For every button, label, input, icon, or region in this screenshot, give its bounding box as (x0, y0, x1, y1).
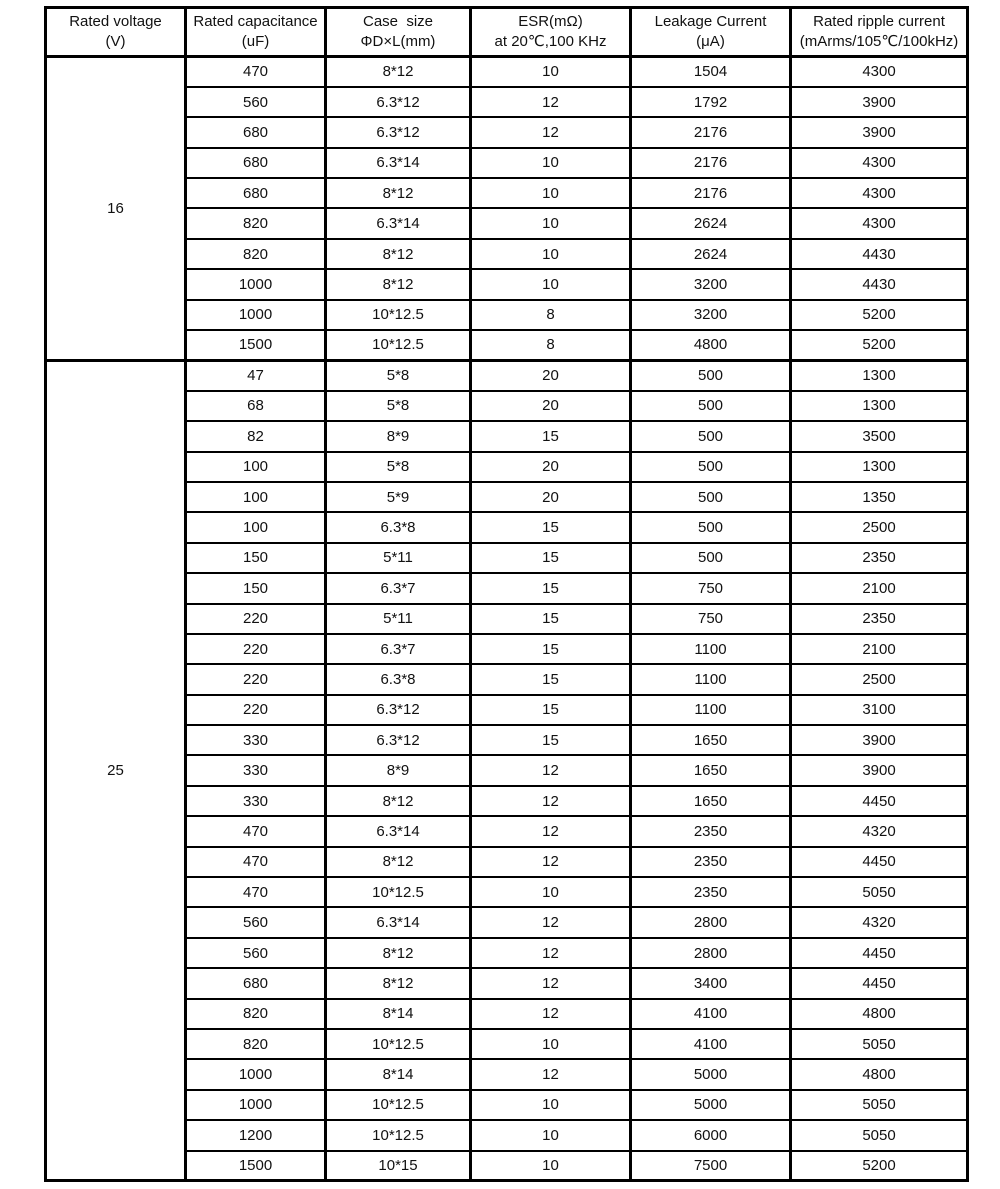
table-cell: 4300 (791, 57, 968, 87)
table-cell: 6.3*14 (326, 816, 471, 846)
table-cell: 20 (471, 391, 631, 421)
table-cell: 2100 (791, 634, 968, 664)
table-body (46, 57, 968, 1181)
table-cell: 8*9 (326, 421, 471, 451)
table-cell: 470 (186, 816, 326, 846)
table-cell: 6.3*7 (326, 573, 471, 603)
table-cell: 8*12 (326, 239, 471, 269)
table-cell: 15 (471, 695, 631, 725)
table-cell: 10 (471, 1029, 631, 1059)
table-cell: 8*12 (326, 178, 471, 208)
table-cell: 750 (631, 573, 791, 603)
table-cell: 8*12 (326, 269, 471, 299)
table-cell: 2100 (791, 573, 968, 603)
table-cell: 820 (186, 1029, 326, 1059)
header-line: Rated capacitance (193, 12, 318, 30)
table-cell: 12 (471, 786, 631, 816)
table-cell: 1200 (186, 1120, 326, 1150)
table-cell: 10*15 (326, 1151, 471, 1181)
header-rated-voltage (46, 8, 186, 57)
table-cell: 100 (186, 512, 326, 542)
table-cell: 12 (471, 938, 631, 968)
table-cell: 1650 (631, 755, 791, 785)
table-cell: 10*12.5 (326, 330, 471, 360)
table-cell: 4800 (791, 1059, 968, 1089)
table-cell: 750 (631, 604, 791, 634)
header-leakage-current (631, 8, 791, 57)
table-cell: 5200 (791, 300, 968, 330)
table-cell: 2624 (631, 208, 791, 238)
table-cell: 330 (186, 755, 326, 785)
table-cell: 220 (186, 604, 326, 634)
header-line: Leakage Current (654, 12, 767, 30)
table-cell: 15 (471, 543, 631, 573)
table-cell: 1000 (186, 1090, 326, 1120)
table-cell: 10 (471, 1090, 631, 1120)
table-cell: 6.3*14 (326, 148, 471, 178)
table-cell: 47 (186, 360, 326, 390)
table-cell: 68 (186, 391, 326, 421)
table-cell: 10*12.5 (326, 877, 471, 907)
header-line: (V) (105, 33, 126, 50)
table-cell: 820 (186, 208, 326, 238)
table-cell: 6.3*12 (326, 117, 471, 147)
table-cell: 3400 (631, 968, 791, 998)
table-cell: 2624 (631, 239, 791, 269)
table-cell: 10 (471, 1120, 631, 1150)
table-cell: 330 (186, 725, 326, 755)
table-cell: 4300 (791, 178, 968, 208)
table-cell: 2350 (791, 543, 968, 573)
table-cell: 5*11 (326, 543, 471, 573)
table-cell: 4100 (631, 999, 791, 1029)
table-cell: 6.3*12 (326, 87, 471, 117)
table-cell: 100 (186, 452, 326, 482)
table-cell: 150 (186, 543, 326, 573)
table-cell: 2176 (631, 178, 791, 208)
table-cell: 1500 (186, 330, 326, 360)
table-cell: 6.3*14 (326, 907, 471, 937)
table-cell: 1000 (186, 269, 326, 299)
table-cell: 2800 (631, 938, 791, 968)
table-cell: 1350 (791, 482, 968, 512)
table-cell: 2350 (791, 604, 968, 634)
table-cell: 5200 (791, 1151, 968, 1181)
table-cell: 4320 (791, 816, 968, 846)
table-cell: 1504 (631, 57, 791, 87)
table-cell: 15 (471, 421, 631, 451)
table-cell: 1100 (631, 695, 791, 725)
table-cell: 15 (471, 604, 631, 634)
table-cell: 820 (186, 239, 326, 269)
table-cell: 12 (471, 907, 631, 937)
table-cell: 12 (471, 968, 631, 998)
table-cell: 560 (186, 938, 326, 968)
table-cell: 330 (186, 786, 326, 816)
table-cell: 4450 (791, 847, 968, 877)
table-cell: 20 (471, 360, 631, 390)
table-cell: 8 (471, 300, 631, 330)
table-cell: 10 (471, 178, 631, 208)
table-cell: 5000 (631, 1090, 791, 1120)
table-cell: 1650 (631, 786, 791, 816)
table-cell: 10*12.5 (326, 300, 471, 330)
table-cell: 680 (186, 117, 326, 147)
header-line: Rated voltage (69, 12, 162, 30)
table-cell: 100 (186, 482, 326, 512)
table-cell: 500 (631, 543, 791, 573)
header-row (46, 8, 968, 57)
table-cell: 3900 (791, 755, 968, 785)
table-cell: 1792 (631, 87, 791, 117)
table-cell: 5050 (791, 877, 968, 907)
table-cell: 3900 (791, 725, 968, 755)
table-cell: 4450 (791, 968, 968, 998)
table-cell: 1300 (791, 452, 968, 482)
table-cell: 10*12.5 (326, 1120, 471, 1150)
table-cell: 10 (471, 208, 631, 238)
table-cell: 5050 (791, 1029, 968, 1059)
header-line: Rated ripple current (813, 12, 945, 30)
table-cell: 10 (471, 269, 631, 299)
table-cell: 12 (471, 999, 631, 1029)
table-cell: 500 (631, 360, 791, 390)
header-line: at 20℃,100 KHz (494, 33, 607, 50)
table-cell: 560 (186, 907, 326, 937)
header-line: Case size (362, 12, 434, 30)
table-cell: 6.3*12 (326, 725, 471, 755)
table-cell: 8*12 (326, 938, 471, 968)
table-cell: 4320 (791, 907, 968, 937)
table-cell: 2176 (631, 117, 791, 147)
table-cell: 12 (471, 117, 631, 147)
table-cell: 5200 (791, 330, 968, 360)
table-cell: 1500 (186, 1151, 326, 1181)
table-cell: 7500 (631, 1151, 791, 1181)
table-cell: 15 (471, 512, 631, 542)
table-cell: 8*12 (326, 786, 471, 816)
table-cell: 500 (631, 421, 791, 451)
table-cell: 470 (186, 847, 326, 877)
table-cell: 2350 (631, 847, 791, 877)
table-cell: 6.3*8 (326, 512, 471, 542)
table-cell: 8*12 (326, 968, 471, 998)
capacitor-spec-table-container (44, 6, 966, 1182)
table-cell: 12 (471, 847, 631, 877)
table-cell: 500 (631, 391, 791, 421)
header-esr (471, 8, 631, 57)
table-cell: 560 (186, 87, 326, 117)
table-cell: 2350 (631, 816, 791, 846)
table-row (46, 57, 968, 87)
table-cell: 1300 (791, 391, 968, 421)
header-line: (mArms/105℃/100kHz) (799, 33, 959, 50)
capacitor-spec-table (44, 6, 969, 1182)
table-cell: 15 (471, 725, 631, 755)
table-cell: 2176 (631, 148, 791, 178)
table-cell: 2350 (631, 877, 791, 907)
table-cell: 3100 (791, 695, 968, 725)
table-cell: 1300 (791, 360, 968, 390)
voltage-group-cell: 25 (46, 360, 186, 1181)
table-cell: 4430 (791, 269, 968, 299)
table-cell: 6000 (631, 1120, 791, 1150)
table-cell: 12 (471, 1059, 631, 1089)
table-cell: 500 (631, 512, 791, 542)
table-row (46, 360, 968, 390)
table-cell: 8*14 (326, 999, 471, 1029)
table-cell: 8*9 (326, 755, 471, 785)
table-cell: 4800 (631, 330, 791, 360)
table-cell: 10 (471, 239, 631, 269)
table-cell: 220 (186, 634, 326, 664)
header-ripple-current (791, 8, 968, 57)
table-cell: 20 (471, 452, 631, 482)
table-cell: 8 (471, 330, 631, 360)
table-cell: 8*14 (326, 1059, 471, 1089)
header-line: (uF) (241, 33, 270, 50)
table-cell: 6.3*12 (326, 695, 471, 725)
header-line: (μA) (696, 33, 725, 50)
table-cell: 680 (186, 148, 326, 178)
table-cell: 10 (471, 1151, 631, 1181)
table-cell: 4450 (791, 786, 968, 816)
table-cell: 2500 (791, 664, 968, 694)
table-cell: 10 (471, 877, 631, 907)
header-rated-capacitance (186, 8, 326, 57)
table-cell: 4430 (791, 239, 968, 269)
table-cell: 5*11 (326, 604, 471, 634)
table-cell: 1000 (186, 1059, 326, 1089)
table-cell: 6.3*7 (326, 634, 471, 664)
voltage-group-cell: 16 (46, 57, 186, 361)
table-cell: 82 (186, 421, 326, 451)
table-cell: 220 (186, 664, 326, 694)
table-cell: 2500 (791, 512, 968, 542)
table-header (46, 8, 968, 57)
table-cell: 680 (186, 968, 326, 998)
table-cell: 680 (186, 178, 326, 208)
table-cell: 15 (471, 573, 631, 603)
table-cell: 5*8 (326, 360, 471, 390)
table-cell: 500 (631, 482, 791, 512)
table-cell: 6.3*14 (326, 208, 471, 238)
table-cell: 12 (471, 755, 631, 785)
table-cell: 3900 (791, 87, 968, 117)
table-cell: 220 (186, 695, 326, 725)
header-line: ESR(mΩ) (518, 12, 583, 30)
table-cell: 3200 (631, 300, 791, 330)
table-cell: 5*8 (326, 452, 471, 482)
header-line: ΦD×L(mm) (360, 33, 436, 50)
table-cell: 4300 (791, 148, 968, 178)
table-cell: 8*12 (326, 847, 471, 877)
table-cell: 2800 (631, 907, 791, 937)
table-cell: 1000 (186, 300, 326, 330)
table-cell: 15 (471, 634, 631, 664)
table-cell: 20 (471, 482, 631, 512)
table-cell: 4100 (631, 1029, 791, 1059)
table-cell: 10 (471, 57, 631, 87)
table-cell: 4300 (791, 208, 968, 238)
table-cell: 1100 (631, 664, 791, 694)
table-cell: 150 (186, 573, 326, 603)
table-cell: 10*12.5 (326, 1029, 471, 1059)
table-cell: 12 (471, 816, 631, 846)
table-cell: 5050 (791, 1120, 968, 1150)
table-cell: 3500 (791, 421, 968, 451)
header-case-size (326, 8, 471, 57)
table-cell: 8*12 (326, 57, 471, 87)
table-cell: 3200 (631, 269, 791, 299)
table-cell: 5050 (791, 1090, 968, 1120)
table-cell: 12 (471, 87, 631, 117)
table-cell: 5*9 (326, 482, 471, 512)
table-cell: 15 (471, 664, 631, 694)
table-cell: 1650 (631, 725, 791, 755)
table-cell: 4800 (791, 999, 968, 1029)
table-cell: 1100 (631, 634, 791, 664)
table-cell: 470 (186, 57, 326, 87)
table-cell: 6.3*8 (326, 664, 471, 694)
table-cell: 820 (186, 999, 326, 1029)
table-cell: 4450 (791, 938, 968, 968)
table-cell: 500 (631, 452, 791, 482)
table-cell: 10 (471, 148, 631, 178)
table-cell: 470 (186, 877, 326, 907)
table-cell: 10*12.5 (326, 1090, 471, 1120)
table-cell: 5*8 (326, 391, 471, 421)
table-cell: 3900 (791, 117, 968, 147)
table-cell: 5000 (631, 1059, 791, 1089)
